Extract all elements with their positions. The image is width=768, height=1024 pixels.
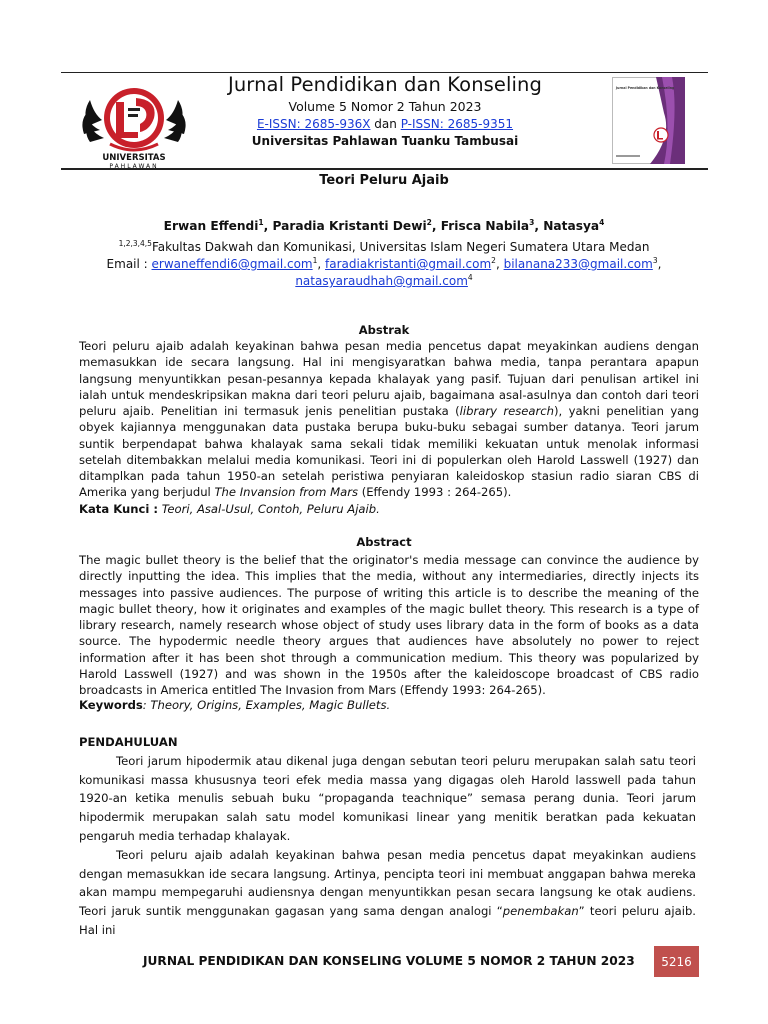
affiliation-text: Fakultas Dakwah dan Komunikasi, Universitas Islam Negeri Sumatera Utara Medan bbox=[151, 240, 650, 254]
email-sup: 1 bbox=[312, 256, 318, 265]
abstract-text: The magic bullet theory is the belief that the originator's media message can convince the audience by directly inputting the idea. This implies that the media, without any intermediaries, directly injects its messages into passive audiences. The purpose of writing this article is to describe the meaning of the magic bullet theory, how it originates and examples of the magic bullet theory. This research is a type of library research, namely research whose object of study uses library data in the form of books as a data source. The hypodermic needle theory argues that audiences have absolutely no power to reject information after it has been shot through a communication medium. This theory was popularized by Harold Lasswell (1927) and was shown in the 1950s after the kaleidoscope broadcast of CBS radio broadcasts in America entitled The Invasion from Mars (Effendy 1993: 264-265). bbox=[79, 553, 699, 697]
journal-volume: Volume 5 Nomor 2 Tahun 2023 bbox=[288, 99, 482, 114]
journal-name: Jurnal Pendidikan dan Konseling bbox=[228, 73, 542, 96]
author-sup: 3 bbox=[529, 217, 535, 227]
university-name: Universitas Pahlawan Tuanku Tambusai bbox=[251, 134, 519, 148]
page-number: 5216 bbox=[661, 954, 692, 969]
page-number-badge bbox=[654, 946, 699, 977]
author-name: Frisca Nabila bbox=[440, 219, 530, 233]
keywords-values: : Theory, Origins, Examples, Magic Bullets. bbox=[142, 698, 391, 712]
email-link[interactable]: bilanana233@gmail.com bbox=[503, 257, 653, 271]
abstrak-text: Teori peluru ajaib adalah keyakinan bahwa pesan media pencetus dapat meyakinkan audiens dengan memasukkan ide secara langsung. Hal ini mengisyaratkan bahwa media, tanpa perantara apapun langsung menyuntikkan pesan-pesannya kepada khalayak yang pasif. Tujuan dari penulisan artikel ini ialah untuk mendeskripsikan makna dari teori peluru ajaib, bagaimana asal-asulnya dan contoh dari teori peluru ajaib. Penelitian ini termasuk jenis penelitian pustaka (library research), yakni penelitian yang obyek kajiannya menggunakan data pustaka berupa buku-buku sebagai sumber datanya. Teori jarum suntik berpendapat bahwa khalayak sama sekali tidak memiliki kekuatan untuk menolak informasi setelah ditembakkan melalui media komunikasi. Teori ini di populerkan oleh Harold Lasswell (1927) dan ditamplkan pada tahun 1950-an setelah peristiwa penyiaran kaleidoskop stasiun radio siaran CBS di Amerika yang berjudul The Invansion from Mars (Effendy 1993 : 264-265). bbox=[79, 339, 699, 500]
email-link[interactable]: erwaneffendi6@gmail.com bbox=[151, 257, 313, 271]
author-affiliation bbox=[0, 240, 768, 254]
email-sup: 2 bbox=[491, 256, 496, 265]
author-name: Erwan Effendi bbox=[163, 219, 259, 233]
email-sup: 3 bbox=[652, 256, 658, 265]
pendahuluan-paragraph-1: Teori jarum hipodermik atau dikenal juga dengan sebutan teori peluru merupakan salah satu teori komunikasi massa khususnya teori efek media massa yang digagas oleh Harold lasswell pada tahun 1920-an ketika menulis sebuah buku “propaganda teachnique” semasa perang dunia. Teori jarum hipodermik merupakan salah satu model komunikasi linear yang menitik beratkan pada kekuatan pengaruh media terhadap khalayak. bbox=[79, 754, 696, 843]
logo-text-pahlawan: PAHLAWAN bbox=[109, 163, 159, 170]
pissn-link[interactable]: P-ISSN: 2685-9351 bbox=[400, 117, 514, 131]
pendahuluan-paragraph-2: Teori peluru ajaib adalah keyakinan bahwa pesan media pencetus dapat meyakinkan audiens dengan memasukkan ide secara langsung. Artinya, pencipta teori ini membuat anggapan bahwa mereka akan mampu mempegaruhi audiensnya dengan menyuntikkan pesan secara langsung ke otak audiens. Teori jaruk suntik menggunakan gagasan yang sama dengan analogi “penembakan” teori peluru ajaib. Hal ini bbox=[79, 848, 696, 937]
affiliation-sup: 1,2,3,4,5 bbox=[118, 239, 152, 248]
email-link[interactable]: faradiakristanti@gmail.com bbox=[325, 257, 492, 271]
author-emails: Email : erwaneffendi6@gmail.com$^1$, faradiakristanti@gmail.com$^2$, bilanana233@gmail.com$^3$, bbox=[106, 256, 662, 271]
cover-title-text: Jurnal Pendidikan dan Konseling bbox=[616, 86, 675, 90]
abstrak-italic: The Invansion from Mars bbox=[214, 485, 359, 500]
author-sup: 1 bbox=[258, 217, 264, 227]
abstract-heading: Abstract bbox=[356, 535, 412, 549]
issn-joiner: dan bbox=[374, 117, 397, 131]
eissn-link[interactable]: E-ISSN: 2685-936X bbox=[256, 117, 371, 131]
author-name: Paradia Kristanti Dewi bbox=[272, 219, 427, 233]
article-title: Teori Peluru Ajaib bbox=[319, 173, 449, 188]
author-emails-line2 bbox=[0, 274, 768, 288]
logo-text-universitas: UNIVERSITAS bbox=[102, 153, 166, 163]
keywords bbox=[79, 698, 699, 712]
journal-issn bbox=[200, 117, 570, 131]
journal-cover-thumbnail bbox=[612, 77, 685, 164]
author-sup: 2 bbox=[426, 217, 432, 227]
author-list: Erwan Effendi$^1$, Paradia Kristanti Dewi$^2$, Frisca Nabila$^3$, Natasya$^4$ bbox=[163, 217, 605, 233]
kata-kunci-values: Teori, Asal-Usul, Contoh, Peluru Ajaib. bbox=[158, 502, 380, 516]
author-name: Natasya bbox=[543, 219, 600, 233]
pendahuluan-heading: PENDAHULUAN bbox=[79, 735, 178, 749]
author-sup: 4 bbox=[599, 217, 605, 227]
email-label: Email : bbox=[106, 257, 148, 271]
email-link[interactable]: natasyaraudhah@gmail.com bbox=[295, 274, 468, 288]
abstrak-heading: Abstrak bbox=[358, 323, 410, 337]
pendahuluan-italic: penembakan bbox=[502, 904, 579, 919]
keywords-label: Keywords bbox=[79, 698, 143, 712]
kata-kunci-label: Kata Kunci : bbox=[79, 502, 159, 516]
footer-journal-line: JURNAL PENDIDIKAN DAN KONSELING VOLUME 5 NOMOR 2 TAHUN 2023 bbox=[143, 954, 635, 968]
email-sup: 4 bbox=[467, 273, 473, 282]
abstrak-italic: library research bbox=[459, 404, 555, 418]
kata-kunci bbox=[79, 502, 699, 516]
university-logo bbox=[80, 78, 188, 170]
